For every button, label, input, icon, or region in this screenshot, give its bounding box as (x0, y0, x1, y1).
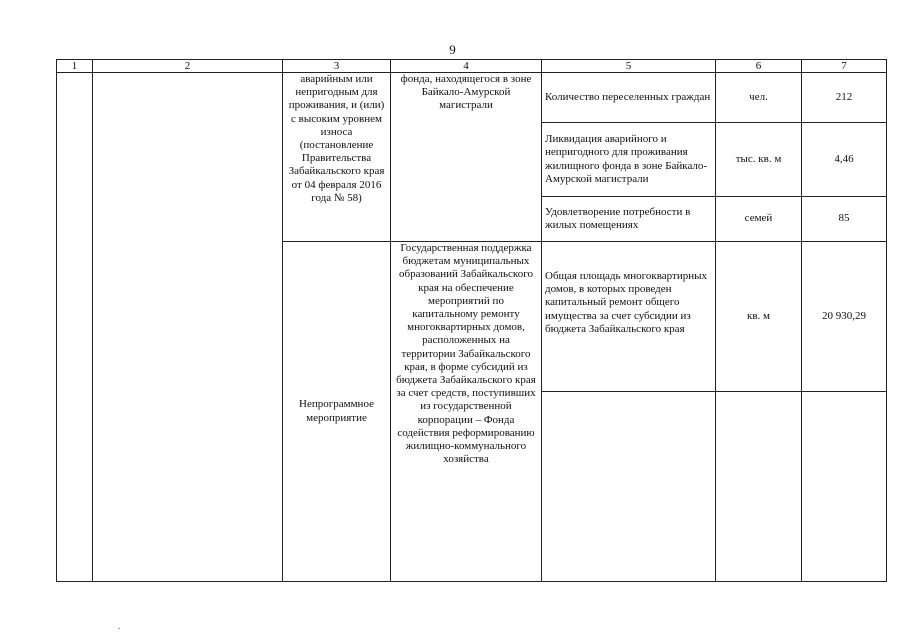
measure-type: Непрограммное мероприятие (283, 242, 391, 582)
empty-cell (542, 392, 716, 582)
indicator-unit: семей (716, 197, 802, 242)
empty-cell (716, 392, 802, 582)
indicator-name: Количество переселенных граждан (542, 73, 716, 123)
indicator-value: 85 (802, 197, 887, 242)
indicator-value: 4,46 (802, 123, 887, 197)
column-header-4: 4 (391, 60, 542, 73)
indicator-unit: кв. м (716, 242, 802, 392)
column-header-3: 3 (283, 60, 391, 73)
measure-description: аварийным или непригодным для проживания, и (или) с высоким уровнем износа (постановление Правительства Забайкальского края от 04 февраля 2016 года № 58) (283, 73, 391, 242)
cell-col1 (57, 73, 93, 582)
column-header-6: 6 (716, 60, 802, 73)
indicator-name: Ликвидация аварийного и непригодного для проживания жилищного фонда в зоне Байкало-Амурской магистрали (542, 123, 716, 197)
indicator-unit: тыс. кв. м (716, 123, 802, 197)
measure-name: фонда, находящегося в зоне Байкало-Амурской магистрали (391, 73, 542, 242)
measure-name: Государственная поддержка бюджетам муниципальных образований Забайкальского края на обеспечение мероприятий по капитальному ремонту многоквартирных домов, расположенных на территории Забайкальского края, в форме субсидий из бюджета Забайкальского края за счет средств, поступивших из государственной корпорации – Фонда содействия реформированию жилищно-коммунального хозяйства (391, 242, 542, 582)
indicator-value: 20 930,29 (802, 242, 887, 392)
column-header-7: 7 (802, 60, 887, 73)
column-header-1: 1 (57, 60, 93, 73)
page-number: 9 (449, 42, 456, 57)
table-row (57, 73, 887, 123)
column-number-row (57, 60, 887, 73)
scan-artifact (118, 628, 120, 629)
column-header-2: 2 (93, 60, 283, 73)
indicator-unit: чел. (716, 73, 802, 123)
program-indicators-table (56, 59, 887, 582)
cell-col2 (93, 73, 283, 582)
indicator-name: Общая площадь многоквартирных домов, в которых проведен капитальный ремонт общего имущества за счет субсидии из бюджета Забайкальского края (542, 242, 716, 392)
indicator-value: 212 (802, 73, 887, 123)
indicator-name: Удовлетворение потребности в жилых помещениях (542, 197, 716, 242)
empty-cell (802, 392, 887, 582)
column-header-5: 5 (542, 60, 716, 73)
